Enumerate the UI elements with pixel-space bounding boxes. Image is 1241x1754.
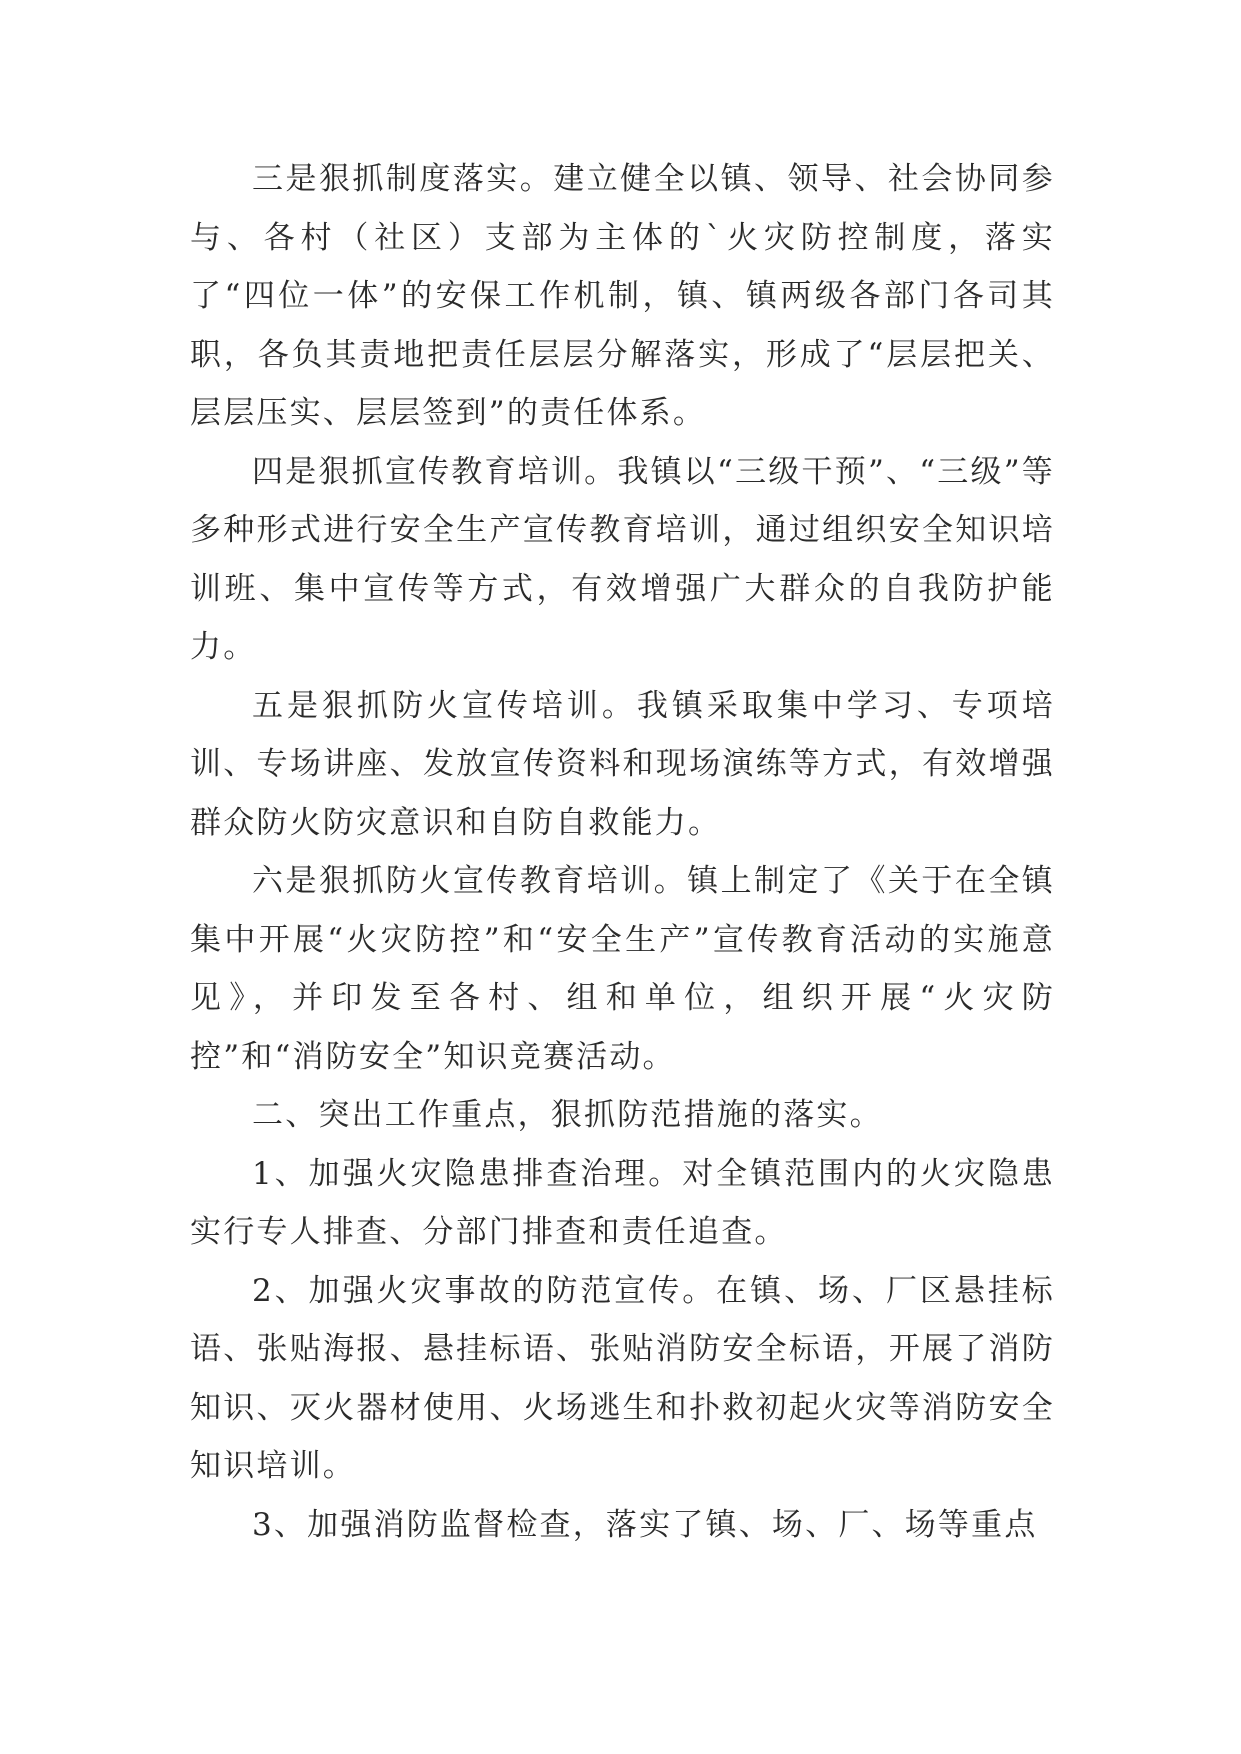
list-item-fire-supervision: 3、加强消防监督检查，落实了镇、场、厂、场等重点 — [252, 1506, 1038, 1543]
list-item-hazard-inspection: 1、加强火灾隐患排查治理。对全镇范围内的火灾隐患实行专人排查、分部门排查和责任追查。 — [190, 1155, 1055, 1250]
document-body — [190, 150, 1055, 1554]
paragraph-fire-publicity: 五是狠抓防火宣传培训。我镇采取集中学习、专项培训、专场讲座、发放宣传资料和现场演练等方式，有效增强群众防火防灾意识和自防自救能力。 — [190, 687, 1055, 841]
paragraph-fire-education: 六是狠抓防火宣传教育培训。镇上制定了《关于在全镇集中开展“火灾防控”和“安全生产”宣传教育活动的实施意见》，并印发至各村、组和单位，组织开展“火灾防控”和“消防安全”知识竞赛活动。 — [190, 863, 1055, 1075]
list-item-accident-prevention: 2、加强火灾事故的防范宣传。在镇、场、厂区悬挂标语、张贴海报、悬挂标语、张贴消防安全标语，开展了消防知识、灭火器材使用、火场逃生和扑救初起火灾等消防安全知识培训。 — [190, 1272, 1055, 1484]
section-heading-key-work: 二、突出工作重点，狠抓防范措施的落实。 — [252, 1097, 883, 1133]
paragraph-institution: 三是狠抓制度落实。建立健全以镇、领导、社会协同参与、各村（社区）支部为主体的`火灾防控制度，落实了“四位一体”的安保工作机制，镇、镇两级各部门各司其职，各负其责地把责任层层分解落实，形成了“层层把关、层层压实、层层签到”的责任体系。 — [190, 161, 1055, 431]
paragraph-publicity-training: 四是狠抓宣传教育培训。我镇以“三级干预”、“三级”等多种形式进行安全生产宣传教育培训，通过组织安全知识培训班、集中宣传等方式，有效增强广大群众的自我防护能力。 — [190, 453, 1055, 665]
